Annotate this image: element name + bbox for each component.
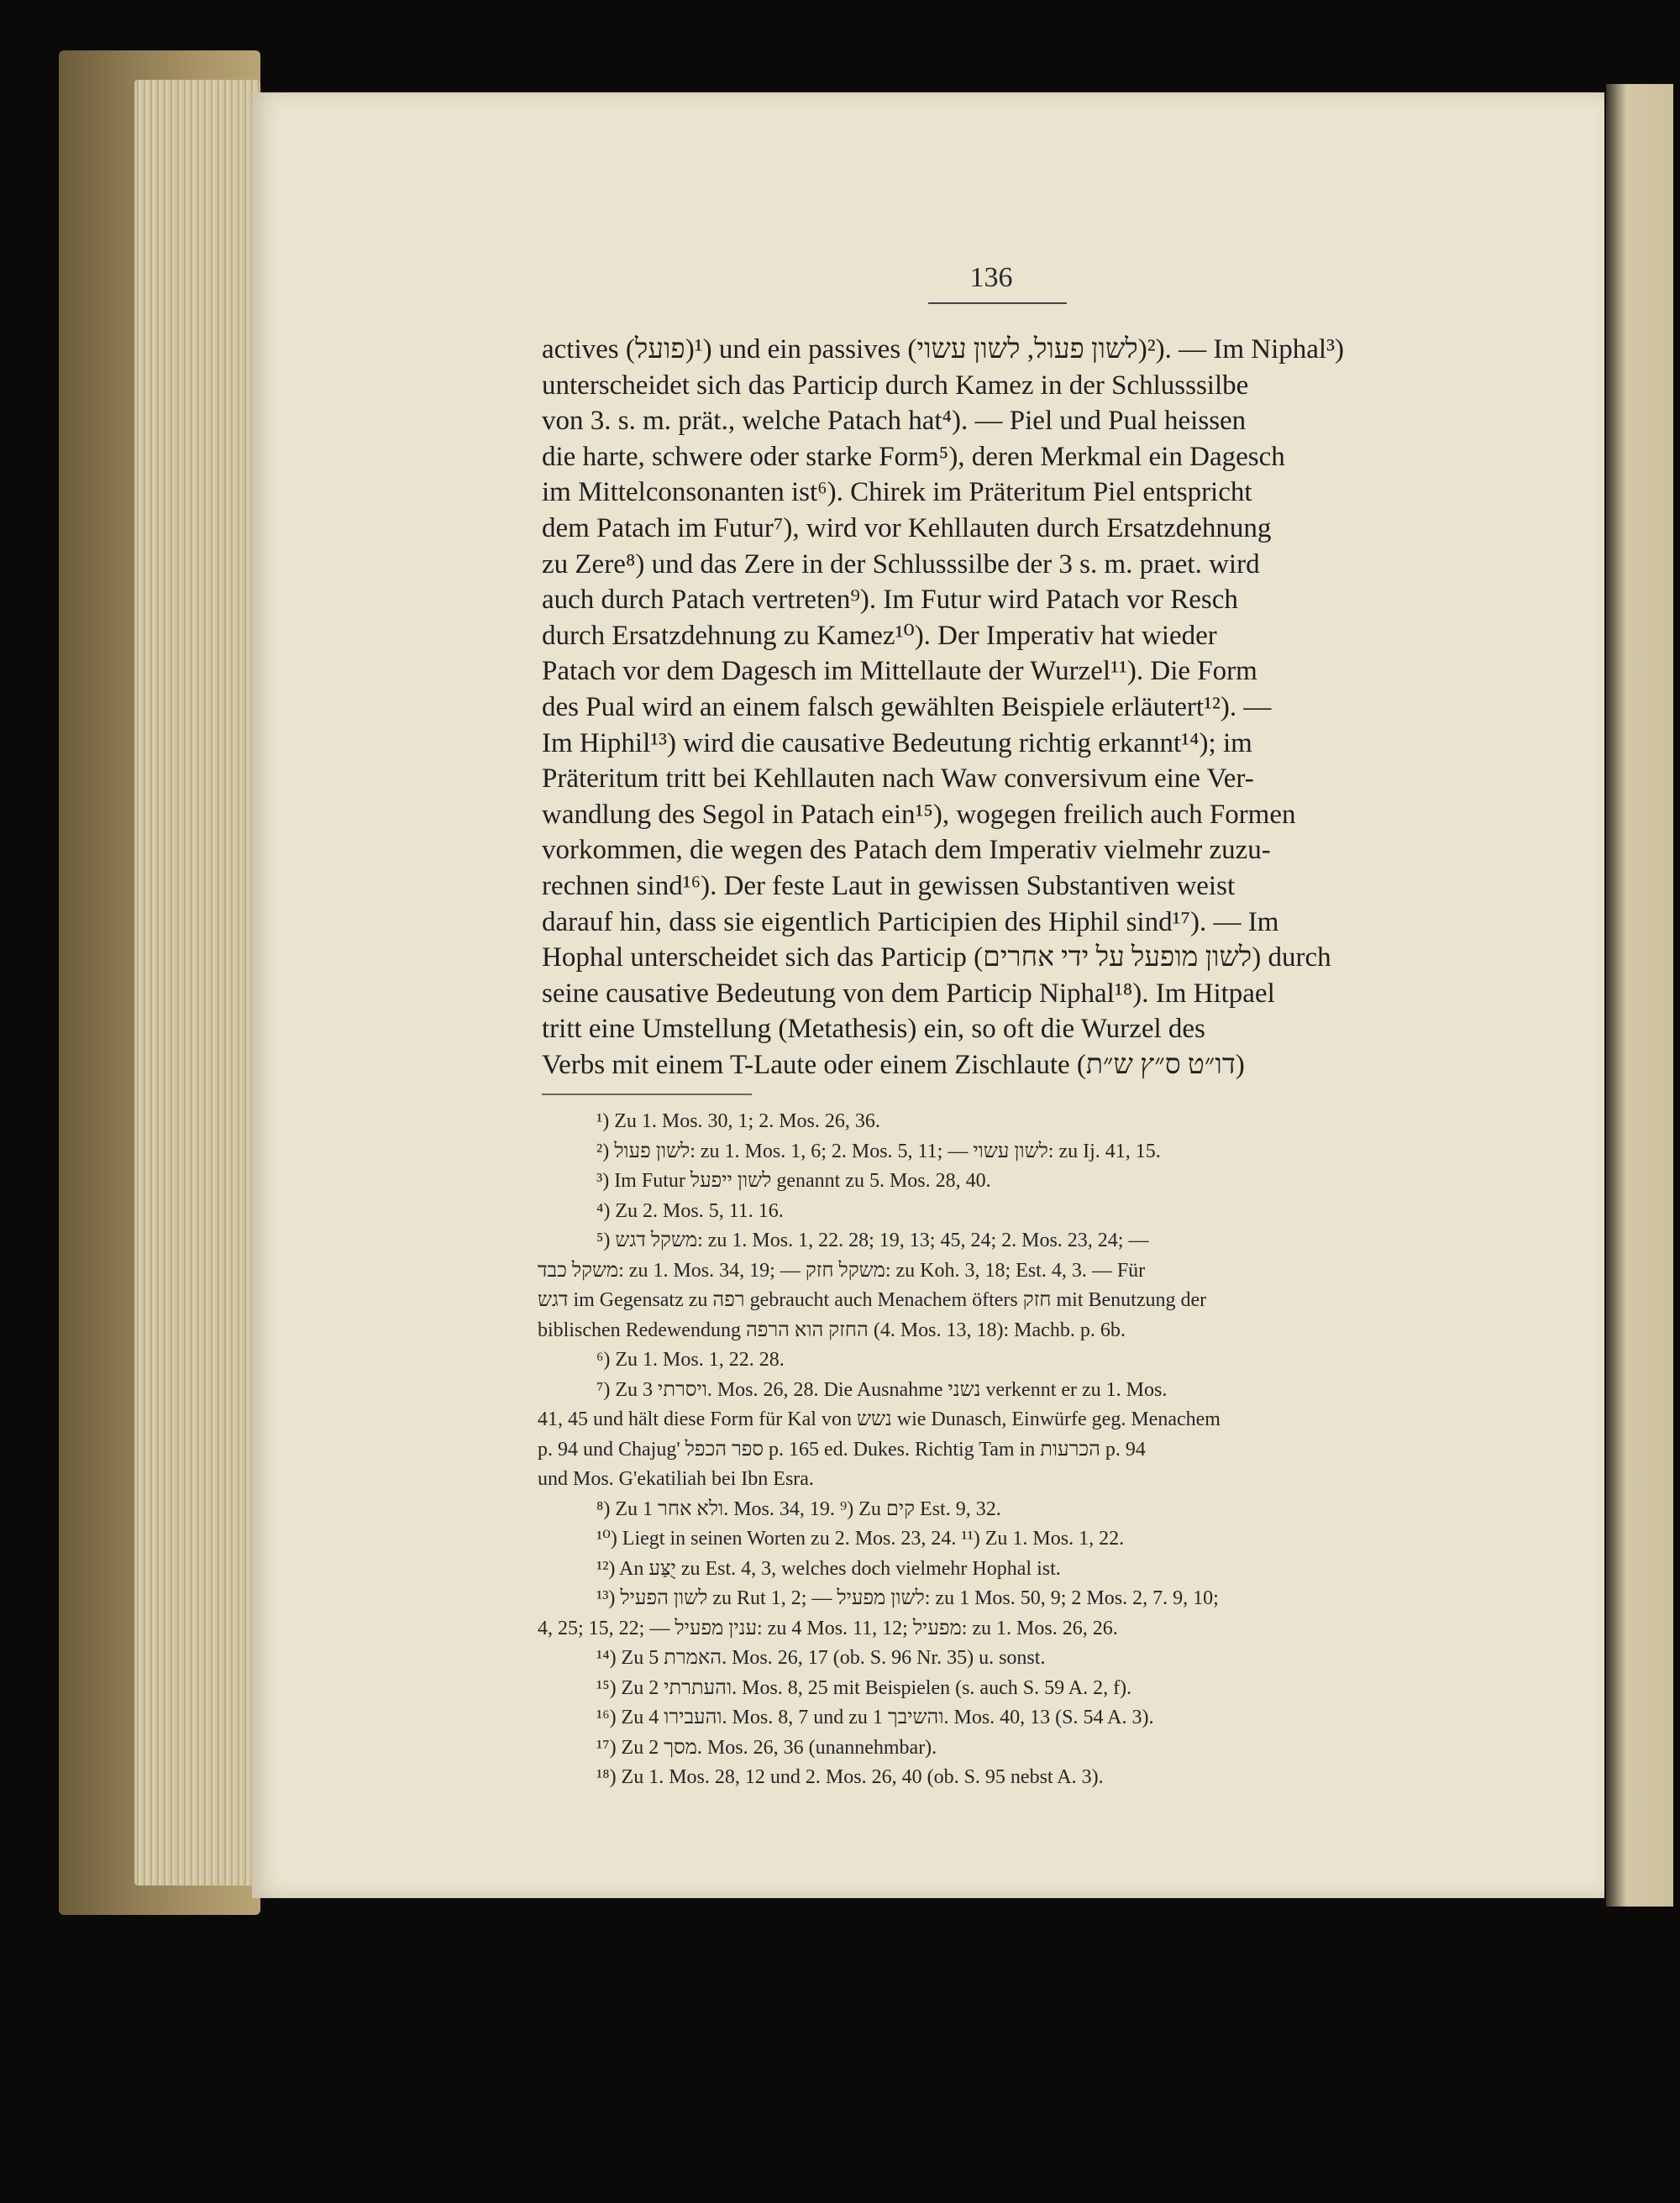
body-line: actives (פועל)¹) und ein passives (לשון פעול, לשון עשוי)²). — Im Niphal³): [542, 334, 1344, 365]
body-line: durch Ersatzdehnung zu Kamez¹⁰). Der Imperativ hat wieder: [542, 620, 1217, 651]
body-line: von 3. s. m. prät., welche Patach hat⁴). — Piel und Pual heissen: [542, 406, 1247, 437]
footnote-line: ³) Im Futur לשון ייפעל genannt zu 5. Mos. 28, 40.: [596, 1170, 991, 1192]
body-line: darauf hin, dass sie eigentlich Participien des Hiphil sind¹⁷). — Im: [542, 906, 1279, 937]
footnote-line: ¹⁵) Zu והעתרתי 2. Mos. 8, 25 mit Beispielen (s. auch S. 59 A. 2, f).: [596, 1676, 1132, 1699]
footnote-line: ¹⁴) Zu האמרת 5. Mos. 26, 17 (ob. S. 96 Nr. 35) u. sonst.: [596, 1647, 1046, 1669]
body-line: tritt eine Umstellung (Metathesis) ein, so oft die Wurzel des: [542, 1014, 1205, 1045]
body-line: die harte, schwere oder starke Form⁵), deren Merkmal ein Dagesch: [542, 441, 1285, 472]
footnote-line: ¹) Zu 1. Mos. 30, 1; 2. Mos. 26, 36.: [596, 1110, 880, 1132]
footnote-line: ⁴) Zu 2. Mos. 5, 11. 16.: [596, 1199, 784, 1222]
body-line: auch durch Patach vertreten⁹). Im Futur wird Patach vor Resch: [542, 585, 1238, 616]
body-line: Präteritum tritt bei Kehllauten nach Waw conversivum eine Ver-: [542, 763, 1254, 795]
footnote-line: und Mos. G'ekatiliah bei Ibn Esra.: [538, 1468, 814, 1490]
footnote-line: ¹³) לשון הפעיל zu Rut 1, 2; — לשון מפעיל: zu 1 Mos. 50, 9; 2 Mos. 2, 7. 9, 10;: [596, 1587, 1219, 1609]
footnote-line: biblischen Redewendung החזק הוא הרפה (4. Mos. 13, 18): Machb. p. 6b.: [538, 1319, 1126, 1341]
footnote-line: ⁵) משקל דגש: zu 1. Mos. 1, 22. 28; 19, 13; 45, 24; 2. Mos. 23, 24; —: [596, 1230, 1149, 1251]
footnote-line: ¹⁶) Zu והעבירו 4. Mos. 8, 7 und zu והשיבך 1. Mos. 40, 13 (S. 54 A. 3).: [596, 1707, 1154, 1728]
body-line: unterscheidet sich das Particip durch Kamez in der Schlusssilbe: [542, 370, 1249, 401]
footnote-line: 4, 25; 15, 22; — ענין מפעיל: zu 4 Mos. 11, 12; מפעיל: zu 1. Mos. 26, 26.: [538, 1617, 1118, 1639]
footnote-line: ¹⁸) Zu 1. Mos. 28, 12 und 2. Mos. 26, 40 (ob. S. 95 nebst A. 3).: [596, 1766, 1104, 1788]
footnote-line: ⁶) Zu 1. Mos. 1, 22. 28.: [596, 1349, 785, 1371]
footnotes: [538, 1107, 1453, 1793]
body-text: [542, 332, 1445, 1083]
body-line: des Pual wird an einem falsch gewählten Beispiele erläutert¹²). —: [542, 691, 1272, 722]
body-line: Im Hiphil¹³) wird die causative Bedeutung richtig erkannt¹⁴); im: [542, 727, 1252, 758]
footnote-line: דגש im Gegensatz zu רפה gebraucht auch Menachem öfters חזק mit Benutzung der: [538, 1289, 1207, 1311]
footnote-line: ¹⁷) Zu מסך 2. Mos. 26, 36 (unannehmbar).: [596, 1736, 937, 1759]
body-line: zu Zere⁸) und das Zere in der Schlusssilbe der 3 s. m. praet. wird: [542, 548, 1260, 580]
body-line: rechnen sind¹⁶). Der feste Laut in gewissen Substantiven weist: [542, 870, 1236, 901]
footnote-line: 41, 45 und hält diese Form für Kal von נשש wie Dunasch, Einwürfe geg. Menachem: [538, 1408, 1221, 1430]
footnote-separator: [542, 1094, 752, 1095]
body-line: wandlung des Segol in Patach ein¹⁵), wogegen freilich auch Formen: [542, 799, 1296, 830]
body-line: Patach vor dem Dagesch im Mittellaute der Wurzel¹¹). Die Form: [542, 656, 1257, 687]
footnote-line: p. 94 und Chajug' ספר הכפל p. 165 ed. Dukes. Richtig Tam in הכרעות p. 94: [538, 1438, 1146, 1461]
footnote-line: ⁸) Zu ולא אחר 1. Mos. 34, 19. ⁹) Zu קים Est. 9, 32.: [596, 1498, 1001, 1520]
footnote-line: ²) לשון פעול: zu 1. Mos. 1, 6; 2. Mos. 5, 11; — לשון עשוי: zu Ij. 41, 15.: [596, 1140, 1161, 1162]
body-line: dem Patach im Futur⁷), wird vor Kehllauten durch Ersatzdehnung: [542, 512, 1272, 543]
body-line: Hophal unterscheidet sich das Particip (לשון מופעל על ידי אחרים) durch: [542, 942, 1331, 973]
body-line: seine causative Bedeutung von dem Particip Niphal¹⁸). Im Hitpael: [542, 978, 1275, 1009]
page-stack-edges: [134, 80, 260, 1886]
footnote-line: משקל כבד: zu 1. Mos. 34, 19; — משקל חזק: zu Koh. 3, 18; Est. 4, 3. — Für: [538, 1259, 1146, 1282]
body-line: vorkommen, die wegen des Patach dem Imperativ vielmehr zuzu-: [542, 835, 1271, 866]
body-line: im Mittelconsonanten ist⁶). Chirek im Präteritum Piel entspricht: [542, 477, 1252, 508]
page-number: 136: [969, 262, 1013, 293]
page-number-rule: [928, 302, 1067, 304]
facing-page-edge: [1606, 84, 1673, 1907]
footnote-line: ¹²) An יֻצַּע zu Est. 4, 3, welches doch vielmehr Hophal ist.: [596, 1557, 1061, 1580]
footnote-line: ¹⁰) Liegt in seinen Worten zu 2. Mos. 23, 24. ¹¹) Zu 1. Mos. 1, 22.: [596, 1528, 1125, 1550]
body-line: Verbs mit einem T-Laute oder einem Zischlaute (דו״ט ס״ץ ש״ת): [542, 1049, 1245, 1080]
footnote-line: ⁷) Zu ויסרתי 3. Mos. 26, 28. Die Ausnahme נשני verkennt er zu 1. Mos.: [596, 1378, 1168, 1401]
